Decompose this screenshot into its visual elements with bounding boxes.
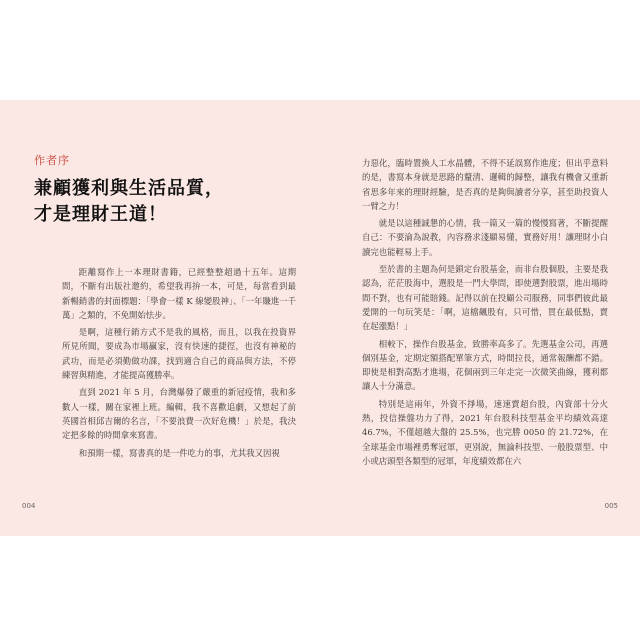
paragraph: 力惡化，臨時置換人工水晶體，不得不延誤寫作進度；但出乎意料的是，書寫本身就是思路的釐清、邏輯的歸整，讓我有機會又重新省思多年來的理財經驗，是否真的是夠與讀者分享，甚至助投資人一臂之力！ xyxy=(362,158,608,211)
body-text xyxy=(62,265,296,463)
left-page xyxy=(0,100,320,536)
paragraph: 距離寫作上一本理財書籍，已經整整超過十五年。這期間，不斷有出版社邀約，希望我再拚一本，可是，每當看到最新暢銷書的封面標題：「學會一樣 K 線變股神」、「一年賺進一千萬」之類的，不免開始怯步。 xyxy=(62,267,296,320)
body-text xyxy=(362,156,608,471)
page-number: 004 xyxy=(22,502,36,510)
title-line: 才是理財王道！ xyxy=(34,204,167,225)
paragraph: 特別是這兩年，外資不掙場，速速賣超台股，內資部十分火熱，投信操盤功力了得，2021 年台股科技型基金平均績效高達 46.7%，不僅超越大盤的 25.5%，也完勝 0050 的 21.72%，在全球基金市場裡勇奪冠軍，更別說，無論科技型、一般股票型、中小或店頭型各類型的冠軍，年度績效都在六 xyxy=(362,398,608,466)
title-line: 兼顧獲利與生活品質， xyxy=(34,178,224,199)
paragraph: 是啊，這種行銷方式不是我的風格，而且，以我在投資界所見所聞，要成為市場贏家，沒有快速的捷徑，也沒有神秘的武功，而是必須勤做功課，找到適合自己的商品與方法，不停練習與精進，才能提高獲勝率。 xyxy=(62,327,296,381)
section-label: 作者序 xyxy=(34,154,70,167)
paragraph: 和預期一樣，寫書真的是一件吃力的事，尤其我又因視 xyxy=(78,447,280,458)
paragraph: 就是以這種誠懇的心情，我一篇又一篇的慢慢寫著，不斷提醒自己：不要淪為說教，內容務求淺顯易懂，實務好用！讓理財小白讀完也能輕易上手。 xyxy=(362,218,608,257)
paragraph: 直到 2021 年 5 月，台灣爆發了嚴重的新冠疫情，我和多數人一樣，關在家裡上班。編輯，我不喜歡追劇，又想起了前英國首相邱吉爾的名言，「不要浪費一次好危機！」於是，我決定把多餘的時間拿來寫書。 xyxy=(62,387,296,441)
paragraph: 至於書的主題為何是鎖定台股基金，而非台股個股，主要是我認為，茫茫股海中，選股是一門大學問，即使選對股票，進出場時間不對，也有可能賠錢。記得以前在投顧公司服務，同事們彼此最愛開的一句玩笑是：「啊，這檔飆股有，只可惜，買在最低點，賣在起漲點！」 xyxy=(362,264,608,332)
page-title xyxy=(34,176,294,228)
paragraph: 相較下，操作台股基金，致勝率高多了。先選基金公司，再選個別基金，定期定額搭配單筆方式，時間拉長，通常報酬都不錯。即使是相對高點才進場，花個兩到三年走完一次微笑曲線，獲利都讓人十分滿意。 xyxy=(362,338,608,392)
page-number: 005 xyxy=(604,502,618,510)
book-spread xyxy=(0,100,640,536)
right-page xyxy=(320,100,640,536)
